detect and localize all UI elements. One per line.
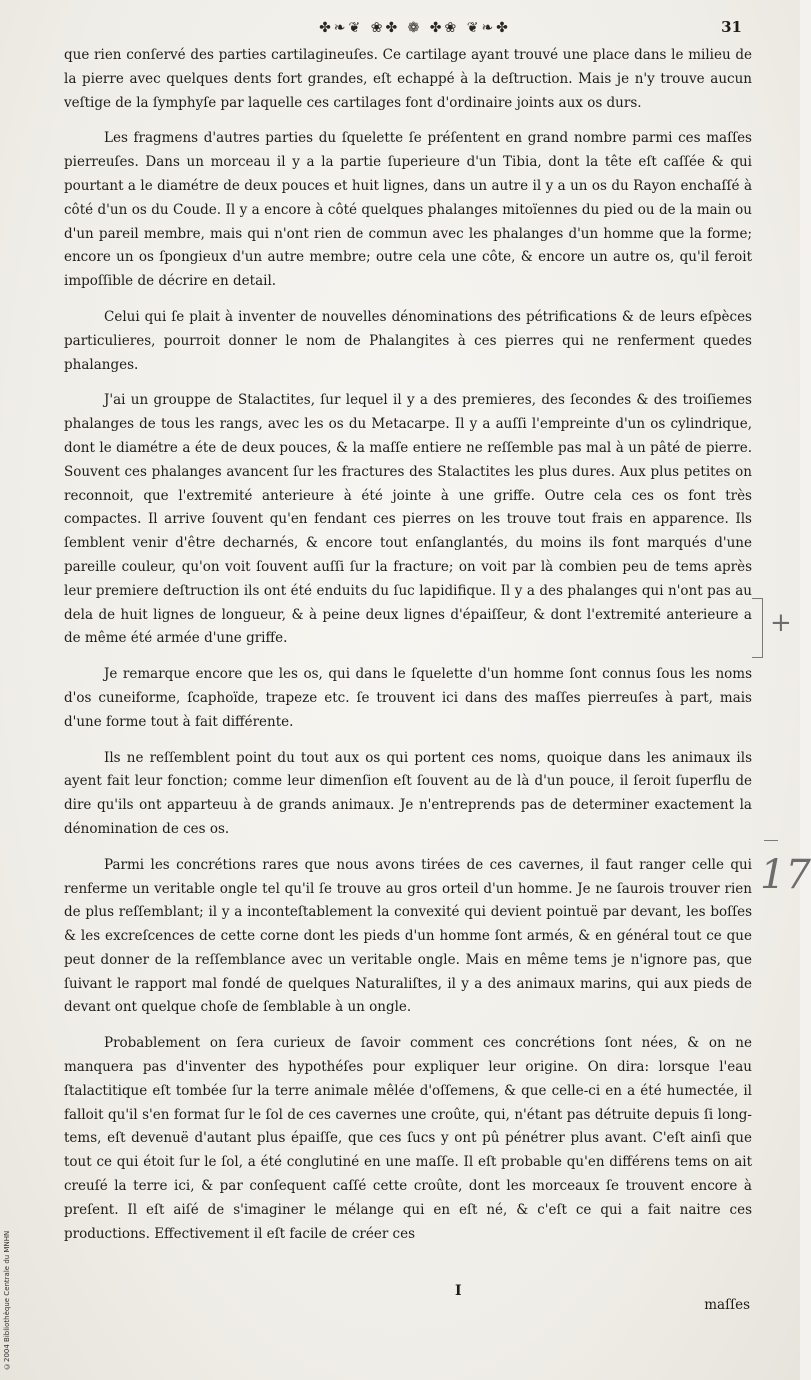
paragraph-1: que rien conſervé des parties cartilagineuſes. Ce cartilage ayant trouvé une place dans le milieu de la pierre avec quelques dents fort grandes, eſt echappé à la deſtruction. Mais je n'y trouve aucun veſtige de la ſymphyſe par laquelle ces cartilages font d'ordinaire joints aux os durs. — [64, 47, 752, 111]
paragraph-3: Celui qui ſe plait à inventer de nouvelles dénominations des pétrifications & de leurs eſpèces particulieres, pourroit donner le nom de Phalangites à ces pierres qui ne renferment quedes phalanges. — [64, 308, 752, 373]
paragraph-7: Parmi les concrétions rares que nous avons tirées de ces cavernes, il faut ranger celle qui renferme un veritable ongle tel qu'il ſe trouve au gros orteil d'un homme. Je ne ſaurois trouver rien de plus reſſemblant; il y a inconteſtablement la convexité qui devient pointuë par devant, les boſſes & les excreſcences de cette corne dont les pieds d'un homme ſont armés, & en général tout ce que peut donner de la reſſemblance avec un veritable ongle. Mais en même tems je n'ignore pas, que ſuivant le rapport mal fondé de quelques Naturaliſtes, il y a des animaux marins, qui aux pieds de devant ont quelque choſe de ſemblable à un ongle. — [64, 856, 752, 1016]
page-number: 31 — [721, 18, 742, 36]
paragraph-2: Les fragmens d'autres parties du ſquelette ſe préſentent en grand nombre parmi ces maſſes pierreuſes. Dans un morceau il y a la partie ſuperieure d'un Tibia, dont la tête eſt caſſée & qui pourtant a le diamétre de deux pouces et huit lignes, dans un autre il y a un os du Rayon enchaſſé à côté d'un os du Coude. Il y a encore à côté quelques phalanges mitoïennes du pied ou de la main ou d'un pareil membre, mais qui n'ont rien de commun avec les phalanges d'un homme que la forme; encore un os ſpongieux d'un autre membre; outre cela une côte, & encore un autre os, qu'il feroit impoſſible de décrire en detail. — [64, 130, 752, 290]
header-ornament: ✤❧❦ ❀✤ ❁ ✤❀ ❦❧✤ — [319, 20, 511, 36]
catchword: maſſes — [704, 1297, 750, 1313]
paragraph-4: J'ai un grouppe de Stalactites, ſur lequel il y a des premieres, des ſecondes & des troiſiemes phalanges de tous les rangs, avec les os du Metacarpe. Il y a auſſi l'empreinte d'un os cylindrique, dont le diamétre a éte de deux pouces, & la maſſe entiere ne reſſemble pas mal à un pâté de pierre. Souvent ces phalanges avancent ſur les fractures des Stalactites les plus dures. Aux plus petites on reconnoit, que l'extremité anterieure à été jointe à une griffe. Outre cela ces os font très compactes. Il arrive ſouvent qu'en fendant ces pierres on les trouve tout frais en apparence. Ils ſemblent venir d'être decharnés, & encore tout enſanglantés, du moins ils font marqués d'une pareille couleur, qu'on voit ſouvent auſſi ſur la fracture; on voit par là combien peu de tems après leur premiere deſtruction ils ont été enduits du ſuc lapidifique. Il y a des phalanges qui n'ont pas au dela de huit lignes de longueur, & à peine deux lignes d'épaiſſeur, & dont l'extremité anterieure a de même été armée d'une griffe. — [64, 392, 752, 647]
margin-note-number: 17 — [760, 852, 811, 898]
paragraph-6: Ils ne reſſemblent point du tout aux os qui portent ces noms, quoique dans les animaux ils ayent fait leur fonction; comme leur dimenſion eſt ſouvent au de là d'un pouce, il ſeroit ſuperflu de dire qu'ils ont apparteuu à de grands animaux. Je n'entreprends pas de determiner exactement la dénomination de ces os. — [64, 749, 752, 837]
signature-mark: I — [455, 1283, 462, 1299]
margin-bracket — [752, 598, 763, 658]
body-text — [64, 44, 752, 1258]
paragraph-5: Je remarque encore que les os, qui dans le ſquelette d'un homme ſont connus ſous les noms d'os cuneiforme, ſcaphoïde, trapeze etc. ſe trouvent ici dans des maſſes pierreuſes à part, mais d'une forme tout à fait différente. — [64, 666, 752, 730]
paragraph-8: Probablement on ſera curieux de ſavoir comment ces concrétions ſont nées, & on ne manquera pas d'inventer des hypothéſes pour expliquer leur origine. On dira: lorsque l'eau ſtalactitique eſt tombée ſur la terre animale mêlée d'oſſemens, & que celle-ci en a été humectée, il falloit qu'il s'en format ſur le ſol de ces cavernes une croûte, qui, n'étant pas détruite depuis ſi long-tems, eſt devenuë d'autant plus épaiſſe, que ces ſucs y ont pû pénétrer plus avant. C'eſt ainſi que tout ce qui étoit ſur le ſol, a été conglutiné en une maſſe. Il eſt probable qu'en différens tems on ait creuſé la terre ici, & par conſequent caſſé cette croûte, dont les morceaux ſe trouvent encore à preſent. Il eſt aiſé de s'imaginer le mélange qui en eſt né, & c'eſt ce qui a fait naitre ces productions. Effectivement il eſt facile de créer ces — [64, 1035, 752, 1242]
page-header — [0, 16, 800, 40]
copyright-stamp: ©2004 Bibliothèque Centrale du MNHN — [3, 1230, 11, 1370]
margin-note-plus: + — [770, 608, 792, 638]
